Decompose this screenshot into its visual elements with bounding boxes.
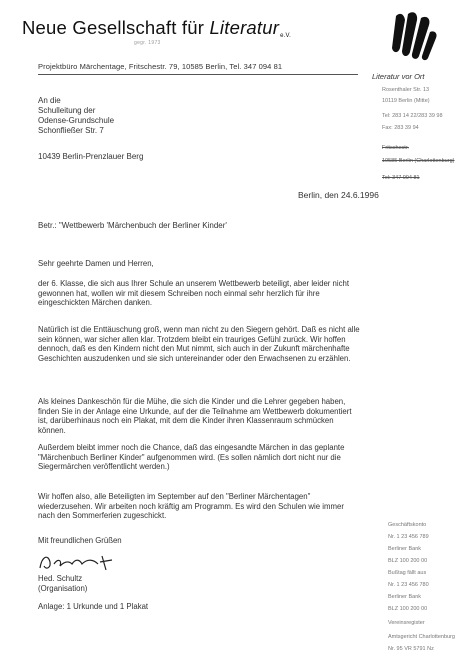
footer-info-line: Nr. 1 23 456 780	[388, 582, 429, 588]
side-info-line-struck: Tel: 347 094 81	[382, 175, 420, 181]
body-paragraph: der 6. Klasse, die sich aus Ihrer Schule an unserem Wettbewerb beteiligt, aber leider nicht gewonnen hat, wollen wir mit diesem Schreiben noch einmal sehr herzlich für ihre eingeschickten Märchen danken.	[38, 279, 350, 307]
signer-role: (Organisation)	[38, 584, 88, 593]
enclosure-note: Anlage: 1 Urkunde und 1 Plakat	[38, 602, 149, 611]
footer-info-line: Nr. 95 VR 5791 Nz	[388, 646, 434, 652]
organization-name	[22, 17, 291, 39]
recipient-line: Schonfließer Str. 7	[38, 126, 104, 135]
letter-date: Berlin, den 24.6.1996	[298, 190, 379, 200]
recipient-line: Schulleitung der	[38, 106, 96, 115]
org-suffix: e.V.	[280, 33, 292, 39]
organization-logo-icon	[386, 8, 441, 66]
side-info-line-struck: 10585 Berlin (Charlottenburg)	[382, 158, 455, 164]
footer-info-line: Bußtag fällt aus	[388, 570, 427, 576]
footer-info-line: Nr. 1 23 456 789	[388, 534, 429, 540]
body-paragraph: Als kleines Dankeschön für die Mühe, die sich die Kinder und die Lehrer gegeben haben, finden Sie in der Anlage eine Urkunde, auf der die Teilnahme am Wettbewerb dokumentiert ist, darüberhinaus noch ein Plakat, mit dem die Kinder ihren Klassenraum schmücken können.	[38, 397, 352, 435]
signature-icon	[36, 550, 116, 574]
footer-info-line: Amtsgericht Charlottenburg	[388, 634, 455, 640]
org-name-plain: Neue Gesellschaft für	[22, 17, 210, 38]
org-name-italic: Literatur	[209, 17, 280, 38]
footer-info-line: BLZ 100 200 00	[388, 558, 428, 564]
side-info-line: Fax: 283 39 94	[382, 125, 419, 131]
body-paragraph: Natürlich ist die Enttäuschung groß, wenn man nicht zu den Siegern gehört. Daß es nicht alle sein können, war sicher allen klar. Trotzdem bleibt ein trauriges Gefühl zurück. Wir hoffen dennoch, daß es den Kindern nicht den Mut nimmt, sich auch in der Zukunft märchenhafte Geschichten auszudenken und sie sich untereinander oder den Erwachsenen zu erzählen.	[38, 325, 360, 363]
letter-subject: Betr.: "Wettbewerb 'Märchenbuch der Berliner Kinder'	[38, 221, 227, 230]
footer-info-line: Vereinsregister	[388, 620, 425, 626]
footer-info-line: Berliner Bank	[388, 546, 422, 552]
recipient-city-line: 10439 Berlin-Prenzlauer Berg	[38, 152, 144, 161]
letterhead-divider	[38, 74, 358, 75]
signer-name: Hed. Schultz	[38, 574, 83, 583]
side-info-line-struck: Fritschestr.	[382, 145, 409, 151]
logo-caption: Literatur vor Ort	[372, 72, 425, 81]
recipient-line: Odense-Grundschule	[38, 116, 115, 125]
recipient-line: An die	[38, 96, 61, 105]
org-subtitle: gegr. 1973	[134, 40, 161, 46]
body-paragraph: Außerdem bleibt immer noch die Chance, daß das eingesandte Märchen in das geplante "Märchenbuch Berliner Kinder" aufgenommen wird. (Es sollen nämlich dort nicht nur die Siegermärchen veröffentlicht werden.)	[38, 443, 345, 471]
footer-info-line: BLZ 100 200 00	[388, 606, 428, 612]
footer-info-line: Berliner Bank	[388, 594, 422, 600]
side-info-line: 10119 Berlin (Mitte)	[382, 98, 430, 104]
footer-info-line: Geschäftskonto	[388, 522, 427, 528]
side-info-line: Tel: 283 14 22/283 39 98	[382, 113, 443, 119]
salutation: Sehr geehrte Damen und Herren,	[38, 259, 154, 268]
office-address-line: Projektbüro Märchentage, Fritschestr. 79, 10585 Berlin, Tel. 347 094 81	[38, 62, 283, 71]
closing: Mit freundlichen Grüßen	[38, 536, 122, 545]
body-paragraph: Wir hoffen also, alle Beteiligten im September auf den "Berliner Märchentagen" wiederzusehen. Wir arbeiten noch kräftig am Programm. Es wird den Schulen wie immer nach den Sommerferien zugeschickt.	[38, 492, 344, 520]
side-info-line: Rosenthaler Str. 13	[382, 87, 430, 93]
